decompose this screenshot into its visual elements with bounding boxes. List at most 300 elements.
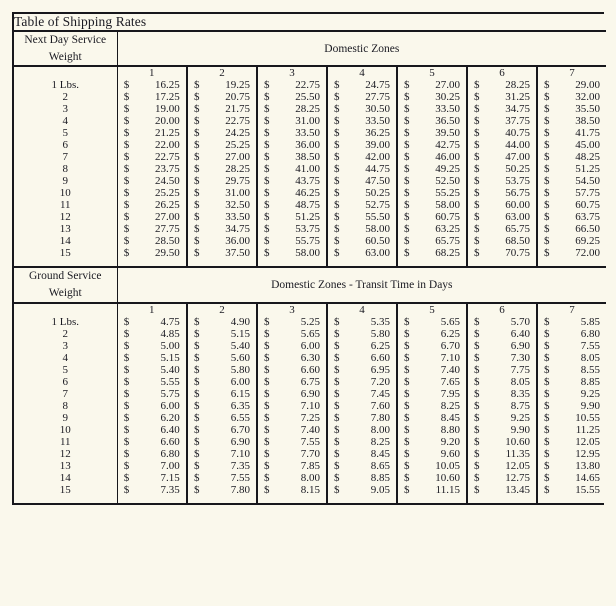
section-spacer-cell — [327, 259, 397, 267]
currency-symbol: $ — [334, 423, 340, 436]
rate-value: 5.15 — [160, 351, 180, 364]
rate-value: 7.20 — [370, 375, 390, 388]
rate-cell — [257, 223, 327, 235]
rate-cell — [117, 424, 187, 436]
currency-symbol: $ — [123, 315, 130, 328]
rate-value: 9.25 — [510, 411, 530, 424]
currency-symbol: $ — [194, 127, 200, 140]
rate-value: 48.25 — [575, 151, 601, 164]
currency-symbol: $ — [264, 103, 270, 116]
rate-cell — [467, 127, 537, 139]
rate-cell — [467, 364, 537, 376]
rate-cell — [257, 316, 327, 328]
rate-cell — [257, 460, 327, 472]
weight-label: 10 — [14, 424, 117, 436]
rate-value: 13.45 — [505, 483, 530, 496]
rate-value: 8.85 — [370, 471, 390, 484]
currency-symbol: $ — [544, 399, 550, 412]
rate-cell — [397, 376, 467, 388]
table-row — [14, 127, 606, 139]
zone-header-2: 2 — [187, 66, 257, 79]
currency-symbol: $ — [404, 375, 410, 388]
rate-cell — [397, 163, 467, 175]
rate-cell — [397, 199, 467, 211]
rate-cell — [397, 448, 467, 460]
rate-cell — [327, 340, 397, 352]
rate-cell — [537, 400, 606, 412]
currency-symbol: $ — [404, 115, 410, 128]
currency-symbol: $ — [194, 223, 200, 236]
rate-cell — [257, 211, 327, 223]
weight-label: 13 — [14, 460, 117, 472]
currency-symbol: $ — [264, 151, 270, 164]
table-row — [14, 364, 606, 376]
rate-cell — [467, 223, 537, 235]
currency-symbol: $ — [544, 471, 550, 484]
currency-symbol: $ — [264, 247, 270, 260]
rate-value: 15.55 — [575, 483, 601, 496]
rate-cell — [187, 103, 257, 115]
rate-value: 19.00 — [155, 103, 180, 116]
currency-symbol: $ — [334, 115, 340, 128]
weight-label: 11 — [14, 199, 117, 211]
currency-symbol: $ — [123, 471, 130, 484]
zone-header-6: 6 — [467, 303, 537, 316]
rate-value: 9.90 — [510, 423, 530, 436]
rate-cell — [467, 352, 537, 364]
rate-cell — [117, 460, 187, 472]
currency-symbol: $ — [194, 103, 200, 116]
rate-value: 32.50 — [225, 199, 250, 212]
rate-cell — [537, 412, 606, 424]
rate-cell — [117, 400, 187, 412]
rate-value: 5.35 — [370, 315, 390, 328]
rate-value: 13.80 — [575, 459, 601, 472]
weight-label: 5 — [14, 364, 117, 376]
rate-value: 44.00 — [505, 139, 530, 152]
rate-value: 7.55 — [580, 339, 601, 352]
currency-symbol: $ — [123, 235, 130, 248]
currency-symbol: $ — [474, 435, 480, 448]
currency-symbol: $ — [123, 375, 130, 388]
rate-value: 47.50 — [365, 175, 390, 188]
currency-symbol: $ — [544, 327, 550, 340]
table-row — [14, 139, 606, 151]
currency-symbol: $ — [544, 411, 550, 424]
rate-value: 52.75 — [365, 199, 390, 212]
rate-cell — [327, 400, 397, 412]
zone-header-1: 1 — [117, 66, 187, 79]
rate-value: 36.25 — [365, 127, 390, 140]
rate-value: 50.25 — [365, 187, 390, 200]
rate-cell — [537, 472, 606, 484]
rate-cell — [397, 211, 467, 223]
currency-symbol: $ — [474, 199, 480, 212]
currency-symbol: $ — [544, 247, 550, 260]
rate-cell — [257, 376, 327, 388]
rate-cell — [327, 472, 397, 484]
rate-cell — [117, 103, 187, 115]
currency-symbol: $ — [474, 151, 480, 164]
table-row — [14, 163, 606, 175]
rate-value: 8.55 — [580, 363, 601, 376]
rate-cell — [467, 211, 537, 223]
rate-value: 24.75 — [365, 79, 390, 92]
rate-cell — [117, 115, 187, 127]
rate-value: 7.25 — [300, 411, 320, 424]
section-row-header-line2: Weight — [48, 287, 82, 300]
rate-value: 63.00 — [505, 211, 530, 224]
rate-cell — [257, 139, 327, 151]
currency-symbol: $ — [334, 315, 340, 328]
rate-cell — [117, 139, 187, 151]
currency-symbol: $ — [334, 363, 340, 376]
rate-value: 10.55 — [575, 411, 601, 424]
weight-label: 15 — [14, 247, 117, 259]
currency-symbol: $ — [334, 103, 340, 116]
rate-value: 53.75 — [505, 175, 530, 188]
currency-symbol: $ — [123, 211, 130, 224]
zone-header-4: 4 — [327, 303, 397, 316]
rate-cell — [327, 448, 397, 460]
rate-value: 21.25 — [155, 127, 180, 140]
rate-value: 7.80 — [230, 483, 250, 496]
rate-cell — [117, 79, 187, 91]
rate-value: 8.00 — [300, 471, 320, 484]
rate-cell — [117, 187, 187, 199]
rate-cell — [467, 79, 537, 91]
rate-cell — [117, 328, 187, 340]
rate-value: 6.30 — [300, 351, 320, 364]
currency-symbol: $ — [474, 235, 480, 248]
weight-label: 2 — [14, 328, 117, 340]
rate-cell — [257, 247, 327, 259]
rate-cell — [327, 235, 397, 247]
currency-symbol: $ — [194, 471, 200, 484]
currency-symbol: $ — [264, 459, 270, 472]
rate-value: 5.65 — [300, 327, 320, 340]
rate-cell — [397, 115, 467, 127]
rate-value: 45.00 — [575, 139, 601, 152]
rate-cell — [537, 235, 606, 247]
section-spacer-cell — [327, 496, 397, 503]
currency-symbol: $ — [123, 339, 130, 352]
currency-symbol: $ — [123, 175, 130, 188]
rate-value: 38.50 — [575, 115, 601, 128]
currency-symbol: $ — [123, 187, 130, 200]
rate-cell — [187, 340, 257, 352]
currency-symbol: $ — [123, 435, 130, 448]
currency-symbol: $ — [264, 315, 270, 328]
rate-cell — [187, 115, 257, 127]
rate-cell — [187, 376, 257, 388]
currency-symbol: $ — [334, 459, 340, 472]
currency-symbol: $ — [404, 79, 410, 92]
rate-cell — [397, 424, 467, 436]
currency-symbol: $ — [404, 315, 410, 328]
rate-cell — [397, 139, 467, 151]
table-row — [14, 115, 606, 127]
currency-symbol: $ — [194, 435, 200, 448]
weight-label: 14 — [14, 472, 117, 484]
rate-value: 5.80 — [370, 327, 390, 340]
rate-value: 55.75 — [295, 235, 320, 248]
rate-value: 10.60 — [505, 435, 530, 448]
rate-value: 23.75 — [155, 163, 180, 176]
rate-value: 36.00 — [295, 139, 320, 152]
rate-value: 7.10 — [230, 447, 250, 460]
table-row — [14, 472, 606, 484]
shipping-rates-table — [14, 14, 606, 503]
rate-cell — [327, 484, 397, 496]
currency-symbol: $ — [123, 91, 130, 104]
rate-cell — [537, 328, 606, 340]
rate-value: 9.05 — [370, 483, 390, 496]
rate-value: 63.00 — [365, 247, 390, 260]
rate-value: 29.00 — [575, 79, 601, 92]
currency-symbol: $ — [474, 375, 480, 388]
rate-cell — [187, 91, 257, 103]
currency-symbol: $ — [264, 127, 270, 140]
rate-cell — [117, 235, 187, 247]
section-spacer-cell — [117, 496, 187, 503]
rate-value: 8.85 — [580, 375, 601, 388]
rate-value: 30.25 — [435, 91, 460, 104]
section-spacer-row — [14, 259, 606, 267]
zone-header-spacer — [14, 66, 117, 79]
rate-cell — [397, 472, 467, 484]
rate-value: 68.25 — [435, 247, 460, 260]
rate-value: 12.05 — [505, 459, 530, 472]
rate-value: 4.85 — [160, 327, 180, 340]
weight-label: 4 — [14, 352, 117, 364]
rate-cell — [537, 376, 606, 388]
zone-header-3: 3 — [257, 66, 327, 79]
rate-value: 10.05 — [435, 459, 460, 472]
rate-value: 7.70 — [300, 447, 320, 460]
section-header-row — [14, 267, 606, 302]
currency-symbol: $ — [404, 411, 410, 424]
weight-label: 6 — [14, 376, 117, 388]
rate-value: 68.50 — [505, 235, 530, 248]
weight-label: 9 — [14, 175, 117, 187]
currency-symbol: $ — [334, 235, 340, 248]
rate-value: 5.60 — [230, 351, 250, 364]
rate-cell — [327, 223, 397, 235]
section-spacer-row — [14, 496, 606, 503]
rate-value: 60.00 — [505, 199, 530, 212]
rate-value: 52.50 — [435, 175, 460, 188]
rate-cell — [117, 388, 187, 400]
rate-value: 4.75 — [160, 315, 180, 328]
rate-cell — [467, 436, 537, 448]
currency-symbol: $ — [404, 327, 410, 340]
rate-cell — [397, 247, 467, 259]
rate-cell — [187, 412, 257, 424]
weight-label: 3 — [14, 340, 117, 352]
rate-cell — [257, 448, 327, 460]
weight-label: 5 — [14, 127, 117, 139]
currency-symbol: $ — [334, 435, 340, 448]
rate-cell — [117, 340, 187, 352]
rate-value: 8.25 — [370, 435, 390, 448]
weight-label: 10 — [14, 187, 117, 199]
rate-value: 40.75 — [505, 127, 530, 140]
currency-symbol: $ — [404, 483, 410, 496]
rate-cell — [537, 436, 606, 448]
currency-symbol: $ — [123, 411, 130, 424]
rate-value: 37.50 — [225, 247, 250, 260]
currency-symbol: $ — [194, 459, 200, 472]
currency-symbol: $ — [264, 187, 270, 200]
rate-cell — [537, 352, 606, 364]
rate-value: 5.40 — [160, 363, 180, 376]
currency-symbol: $ — [544, 223, 550, 236]
currency-symbol: $ — [404, 247, 410, 260]
currency-symbol: $ — [194, 151, 200, 164]
currency-symbol: $ — [404, 423, 410, 436]
rate-cell — [327, 211, 397, 223]
currency-symbol: $ — [194, 399, 200, 412]
currency-symbol: $ — [544, 351, 550, 364]
currency-symbol: $ — [123, 399, 130, 412]
rate-cell — [327, 424, 397, 436]
section-spacer-cell — [187, 259, 257, 267]
rate-value: 7.45 — [370, 387, 390, 400]
rate-cell — [327, 352, 397, 364]
rate-cell — [397, 340, 467, 352]
rate-cell — [187, 436, 257, 448]
weight-label: 9 — [14, 412, 117, 424]
rate-cell — [327, 127, 397, 139]
rate-cell — [117, 175, 187, 187]
rate-value: 46.25 — [295, 187, 320, 200]
rate-cell — [187, 460, 257, 472]
rate-value: 58.00 — [365, 223, 390, 236]
rate-cell — [187, 424, 257, 436]
rate-value: 6.20 — [160, 411, 180, 424]
rate-value: 16.25 — [155, 79, 180, 92]
weight-label: 4 — [14, 115, 117, 127]
rate-cell — [117, 223, 187, 235]
rate-cell — [117, 412, 187, 424]
currency-symbol: $ — [194, 139, 200, 152]
rate-value: 7.40 — [300, 423, 320, 436]
weight-label: 1 Lbs. — [14, 79, 117, 91]
rate-value: 60.75 — [575, 199, 601, 212]
rate-cell — [397, 412, 467, 424]
currency-symbol: $ — [544, 79, 550, 92]
rate-cell — [117, 91, 187, 103]
rate-value: 8.65 — [370, 459, 390, 472]
rate-cell — [397, 223, 467, 235]
section-spacer-weight — [14, 259, 117, 267]
rate-cell — [257, 484, 327, 496]
currency-symbol: $ — [123, 351, 130, 364]
rate-cell — [467, 448, 537, 460]
currency-symbol: $ — [264, 399, 270, 412]
currency-symbol: $ — [264, 387, 270, 400]
zone-header-6: 6 — [467, 66, 537, 79]
rate-cell — [327, 175, 397, 187]
rate-value: 5.85 — [580, 315, 601, 328]
rate-value: 38.50 — [295, 151, 320, 164]
weight-label: 11 — [14, 436, 117, 448]
currency-symbol: $ — [404, 387, 410, 400]
table-row — [14, 484, 606, 496]
rate-value: 9.90 — [580, 399, 601, 412]
rate-value: 28.25 — [225, 163, 250, 176]
currency-symbol: $ — [194, 327, 200, 340]
rate-value: 5.80 — [230, 363, 250, 376]
table-row — [14, 79, 606, 91]
rate-cell — [467, 340, 537, 352]
table-row — [14, 400, 606, 412]
table-row — [14, 352, 606, 364]
currency-symbol: $ — [404, 235, 410, 248]
currency-symbol: $ — [474, 399, 480, 412]
rate-cell — [537, 388, 606, 400]
rate-value: 7.55 — [230, 471, 250, 484]
currency-symbol: $ — [404, 399, 410, 412]
rate-value: 22.75 — [155, 151, 180, 164]
currency-symbol: $ — [474, 471, 480, 484]
rate-cell — [327, 436, 397, 448]
currency-symbol: $ — [334, 327, 340, 340]
currency-symbol: $ — [194, 115, 200, 128]
rate-cell — [257, 91, 327, 103]
currency-symbol: $ — [264, 175, 270, 188]
weight-label: 8 — [14, 400, 117, 412]
rate-value: 11.15 — [435, 483, 460, 496]
currency-symbol: $ — [264, 447, 270, 460]
rate-cell — [327, 316, 397, 328]
rate-value: 27.00 — [155, 211, 180, 224]
rate-cell — [187, 472, 257, 484]
rate-value: 12.95 — [575, 447, 601, 460]
currency-symbol: $ — [194, 91, 200, 104]
rate-cell — [327, 247, 397, 259]
currency-symbol: $ — [264, 483, 270, 496]
rate-value: 5.00 — [160, 339, 180, 352]
rate-value: 8.05 — [510, 375, 530, 388]
zone-header-row — [14, 303, 606, 316]
currency-symbol: $ — [264, 363, 270, 376]
currency-symbol: $ — [334, 199, 340, 212]
currency-symbol: $ — [474, 423, 480, 436]
currency-symbol: $ — [474, 327, 480, 340]
weight-label: 1 Lbs. — [14, 316, 117, 328]
currency-symbol: $ — [544, 423, 550, 436]
currency-symbol: $ — [264, 115, 270, 128]
rate-value: 6.75 — [300, 375, 320, 388]
currency-symbol: $ — [123, 199, 130, 212]
rate-value: 5.55 — [160, 375, 180, 388]
rate-value: 6.60 — [300, 363, 320, 376]
rate-cell — [117, 316, 187, 328]
rate-cell — [537, 223, 606, 235]
section-spacer-cell — [257, 259, 327, 267]
rate-value: 12.05 — [575, 435, 601, 448]
currency-symbol: $ — [404, 175, 410, 188]
rate-cell — [467, 460, 537, 472]
currency-symbol: $ — [264, 339, 270, 352]
currency-symbol: $ — [194, 199, 200, 212]
currency-symbol: $ — [194, 423, 200, 436]
section-span-title: Domestic Zones — [117, 31, 606, 66]
rate-cell — [467, 328, 537, 340]
rate-cell — [187, 352, 257, 364]
